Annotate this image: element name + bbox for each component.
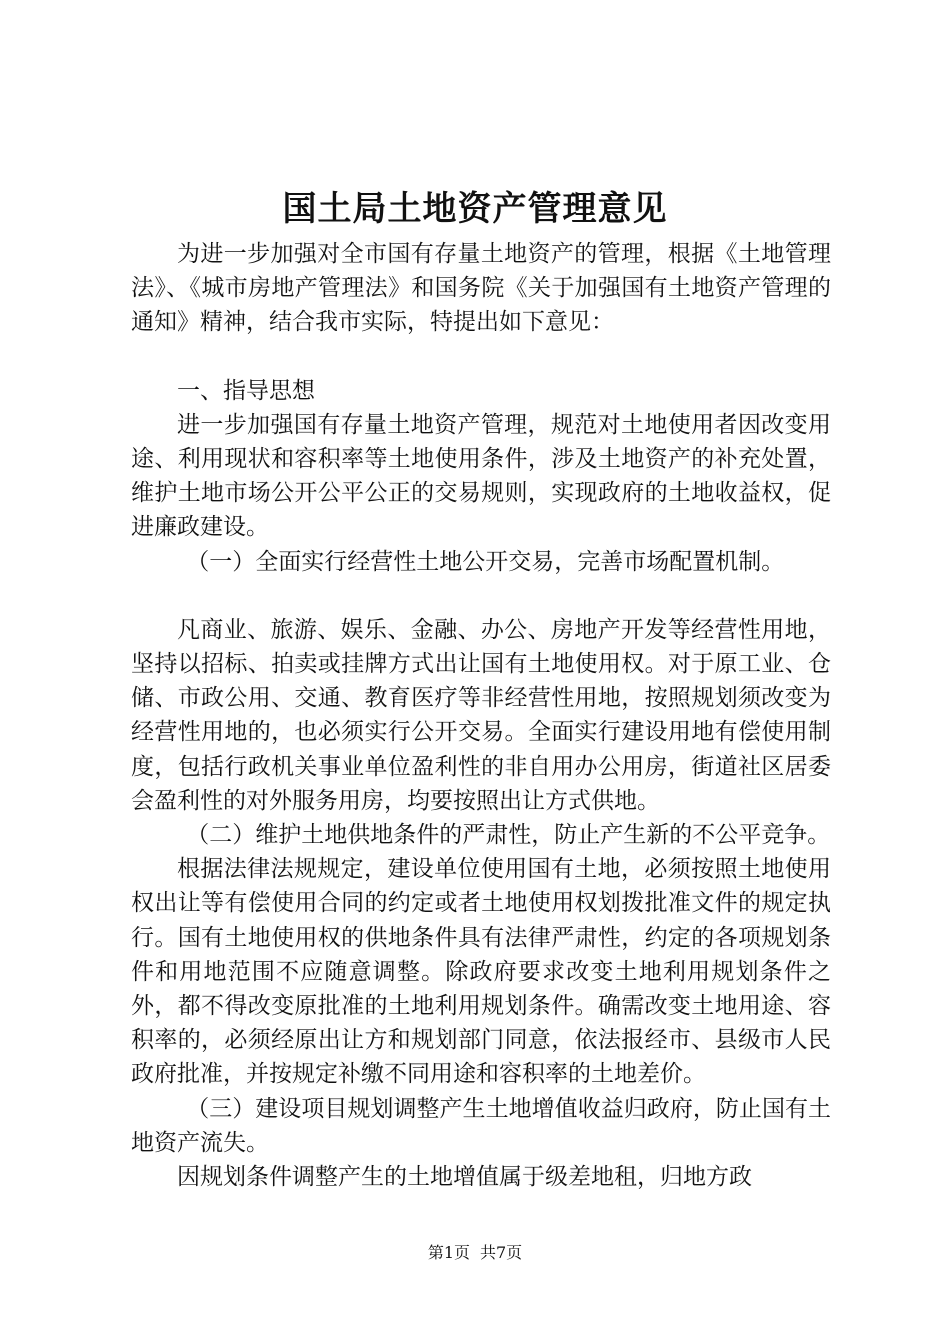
paragraph-gap: [131, 579, 831, 613]
subsection-3-heading: （三）建设项目规划调整产生土地增值收益归政府，防止国有土地资产流失。: [131, 1095, 831, 1156]
subsection-2-paragraph: 根据法律法规规定，建设单位使用国有土地，必须按照土地使用权出让等有偿使用合同的约定或者土地使用权划拨批准文件的规定执行。国有土地使用权的供地条件具有法律严肃性，约定的各项规划条件和用地范围不应随意调整。除政府要求改变土地利用规划条件之外，都不得改变原批准的土地利用规划条件。确需改变土地用途、容积率的，必须经原出让方和规划部门同意，依法报经市、县级市人民政府批准，并按规定补缴不同用途和容积率的土地差价。: [131, 856, 831, 1088]
subsection-2-heading: （二）维护土地供地条件的严肃性，防止产生新的不公平竞争。: [186, 822, 831, 849]
page-count: 共7页: [480, 1243, 523, 1262]
paragraph-gap: [131, 340, 831, 374]
page-footer: [0, 1241, 950, 1265]
subsection-1-paragraph: 凡商业、旅游、娱乐、金融、办公、房地产开发等经营性用地，坚持以招标、拍卖或挂牌方式出让国有土地使用权。对于原工业、仓储、市政公用、交通、教育医疗等非经营性用地，按照规划须改变为经营性用地的，也必须实行公开交易。全面实行建设用地有偿使用制度，包括行政机关事业单位盈利性的非自用办公用房，街道社区居委会盈利性的对外服务用房，均要按照出让方式供地。: [131, 616, 831, 814]
page-number: 第1页: [427, 1243, 470, 1262]
intro-paragraph: 为进一步加强对全市国有存量土地资产的管理，根据《土地管理法》、《城市房地产管理法》和国务院《关于加强国有土地资产管理的通知》精神，结合我市实际，特提出如下意见：: [131, 241, 831, 336]
section-1-paragraph: 进一步加强国有存量土地资产管理，规范对土地使用者因改变用途、利用现状和容积率等土地使用条件，涉及土地资产的补充处置，维护土地市场公开公平公正的交易规则，实现政府的土地收益权，促进廉政建设。: [131, 411, 831, 541]
document-title: 国土局土地资产管理意见: [282, 189, 668, 229]
document-body: [131, 237, 831, 1194]
section-1-heading: 一、指导思想: [177, 377, 315, 404]
subsection-1-heading: （一）全面实行经营性土地公开交易，完善市场配置机制。: [186, 548, 785, 575]
subsection-3-paragraph: 因规划条件调整产生的土地增值属于级差地租，归地方政: [177, 1164, 752, 1191]
